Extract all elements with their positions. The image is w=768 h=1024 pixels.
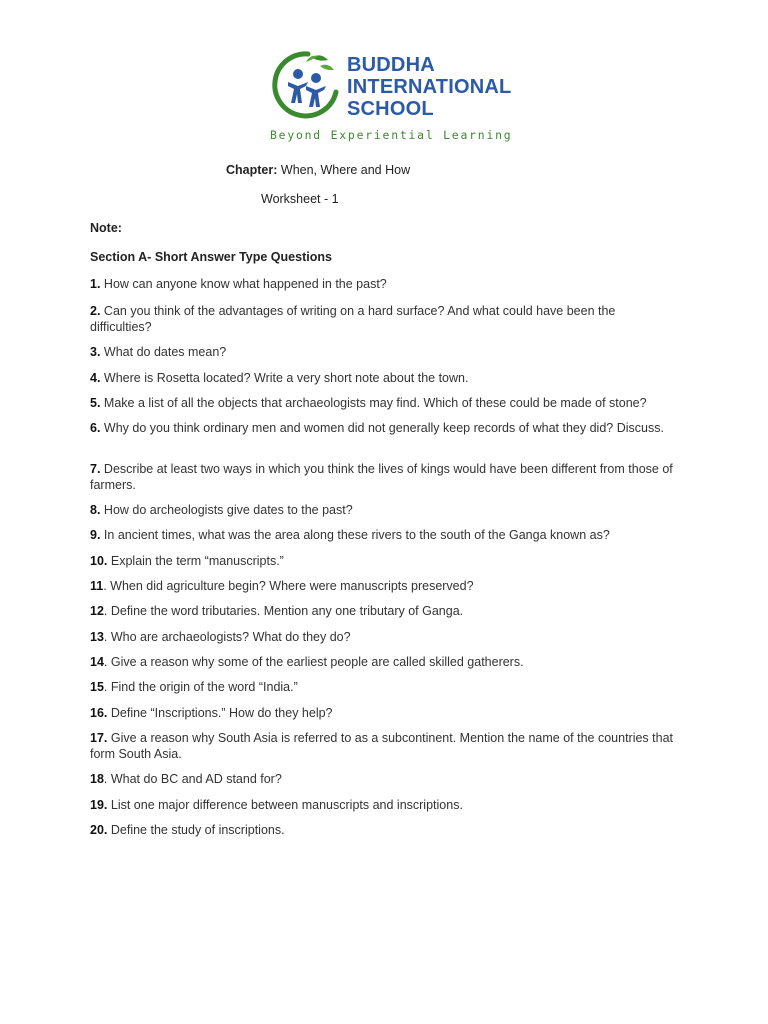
question-item — [90, 730, 680, 762]
chapter-heading — [226, 163, 410, 177]
question-item — [90, 578, 680, 594]
question-text: . Give a reason why some of the earliest people are called skilled gatherers. — [103, 655, 524, 669]
question-number: 9. — [90, 528, 101, 542]
question-item — [90, 797, 680, 813]
question-number: 14 — [90, 655, 104, 669]
question-number: 5. — [90, 396, 101, 410]
question-text: Give a reason why South Asia is referred to as a subcontinent. Mention the name of the countries that form South Asia. — [90, 731, 674, 761]
school-name-line2: INTERNATIONAL — [347, 76, 512, 98]
question-text: . Find the origin of the word “India.” — [103, 680, 298, 694]
worksheet-title: Worksheet - 1 — [261, 192, 339, 206]
question-number: 4. — [90, 371, 101, 385]
question-number: 3. — [90, 345, 101, 359]
question-number: 10. — [90, 554, 108, 568]
question-text: Describe at least two ways in which you think the lives of kings would have been different from those of farmers. — [90, 462, 673, 492]
question-text: List one major difference between manuscripts and inscriptions. — [110, 798, 463, 812]
school-emblem-icon — [268, 48, 342, 122]
question-text: Define the study of inscriptions. — [110, 823, 285, 837]
question-text: Make a list of all the objects that archaeologists may find. Which of these could be made of stone? — [103, 396, 647, 410]
question-text: . What do BC and AD stand for? — [103, 772, 282, 786]
question-item — [90, 395, 680, 411]
question-text: . When did agriculture begin? Where were manuscripts preserved? — [103, 579, 474, 593]
question-number: 2. — [90, 304, 101, 318]
question-number: 19. — [90, 798, 108, 812]
question-item — [90, 344, 680, 360]
question-text: How do archeologists give dates to the past? — [103, 503, 353, 517]
school-tagline: Beyond Experiential Learning — [270, 128, 513, 142]
question-number: 17. — [90, 731, 108, 745]
question-number: 13 — [90, 630, 104, 644]
question-item — [90, 822, 680, 838]
question-text: . Who are archaeologists? What do they do? — [103, 630, 351, 644]
question-number: 7. — [90, 462, 101, 476]
question-number: 1. — [90, 277, 101, 291]
question-number: 18 — [90, 772, 104, 786]
question-item — [90, 553, 680, 569]
school-logo — [268, 48, 513, 148]
question-item — [90, 461, 680, 493]
school-name — [347, 54, 511, 120]
question-text: Explain the term “manuscripts.” — [110, 554, 284, 568]
question-text: In ancient times, what was the area along these rivers to the south of the Ganga known as? — [103, 528, 610, 542]
question-item — [90, 679, 680, 695]
question-item — [90, 527, 680, 543]
question-text: . Define the word tributaries. Mention any one tributary of Ganga. — [103, 604, 464, 618]
school-name-line1: BUDDHA — [347, 54, 435, 76]
question-text: What do dates mean? — [103, 345, 227, 359]
question-item — [90, 276, 680, 292]
question-item — [90, 420, 680, 436]
question-item — [90, 654, 680, 670]
question-item — [90, 502, 680, 518]
question-item — [90, 603, 680, 619]
chapter-label: Chapter: — [226, 163, 278, 177]
question-item — [90, 370, 680, 386]
question-number: 6. — [90, 421, 101, 435]
note-label: Note: — [90, 221, 122, 235]
chapter-title: When, Where and How — [280, 163, 411, 177]
question-item — [90, 303, 680, 335]
question-number: 15 — [90, 680, 104, 694]
question-number: 12 — [90, 604, 104, 618]
question-number: 11 — [90, 579, 104, 593]
question-text: Where is Rosetta located? Write a very short note about the town. — [103, 371, 469, 385]
question-text: Why do you think ordinary men and women did not generally keep records of what they did? Discuss. — [103, 421, 664, 435]
question-number: 20. — [90, 823, 108, 837]
question-text: Can you think of the advantages of writing on a hard surface? And what could have been the difficulties? — [90, 304, 616, 334]
question-item — [90, 705, 680, 721]
question-number: 8. — [90, 503, 101, 517]
question-item — [90, 629, 680, 645]
question-number: 16. — [90, 706, 108, 720]
question-text: Define “Inscriptions.” How do they help? — [110, 706, 333, 720]
question-item — [90, 771, 680, 787]
question-text: How can anyone know what happened in the past? — [103, 277, 387, 291]
section-title: Section A- Short Answer Type Questions — [90, 250, 332, 264]
school-name-line3: SCHOOL — [347, 98, 434, 120]
